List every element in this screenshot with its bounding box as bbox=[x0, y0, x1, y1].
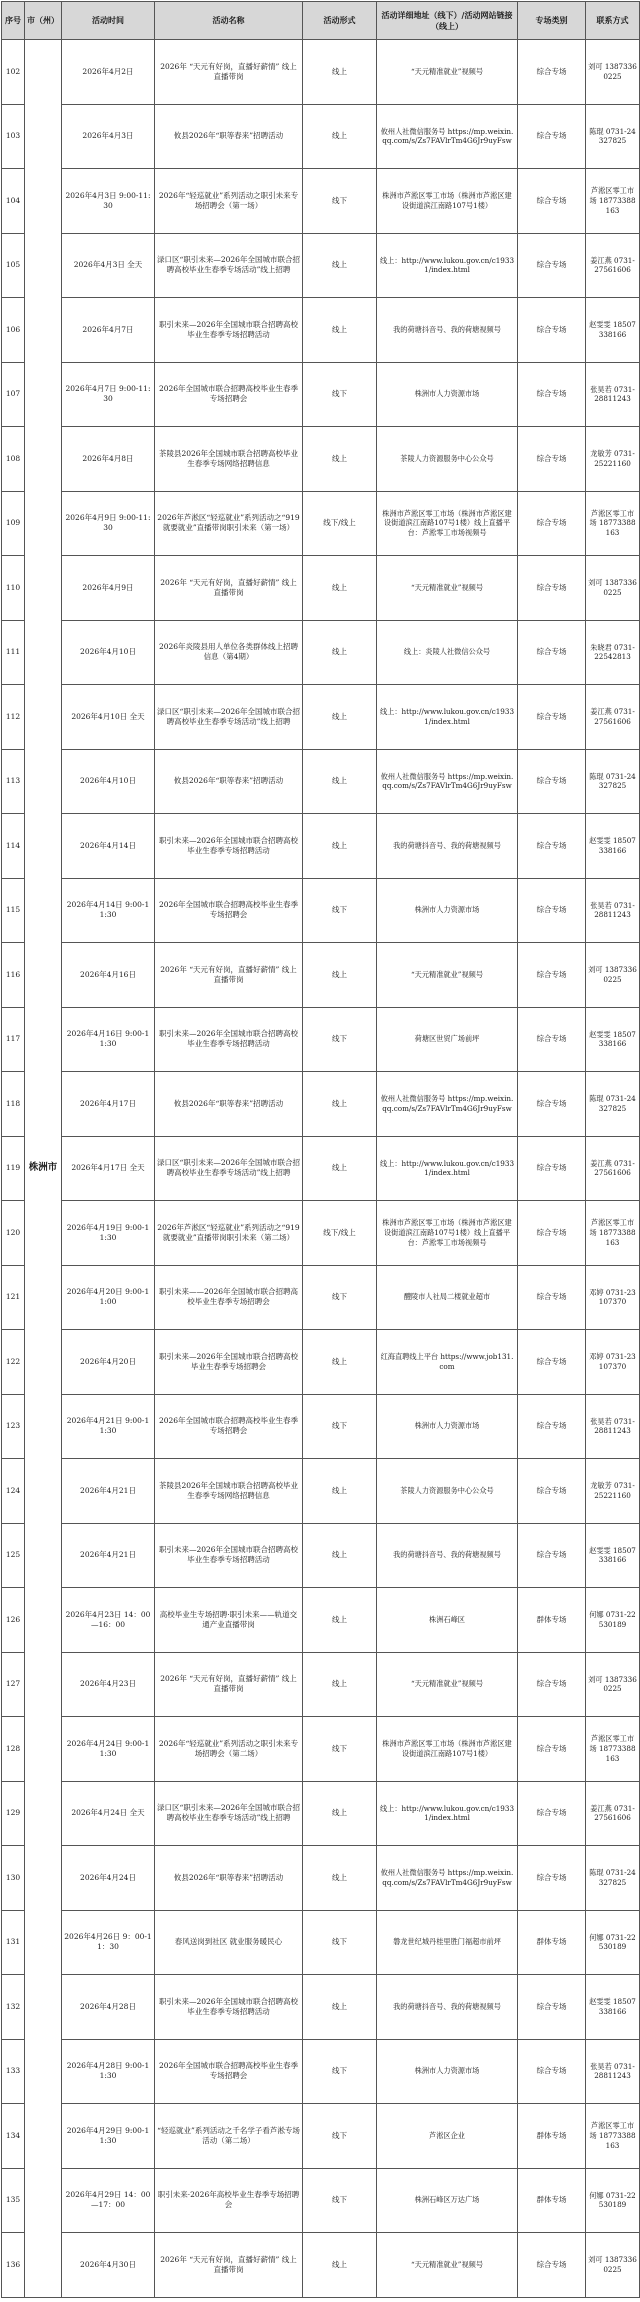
cell-activity-name: 2026年 “天元有好岗，直播好薪情” 线上直播带岗 bbox=[155, 943, 303, 1008]
cell-address: 株洲市人力资源市场 bbox=[377, 878, 518, 943]
table-row bbox=[2, 1975, 640, 2040]
cell-no: 103 bbox=[2, 104, 25, 169]
cell-address: 红海直聘线上平台 https://www.job131.com bbox=[377, 1330, 518, 1395]
cell-category: 综合专场 bbox=[518, 1459, 586, 1524]
event-table bbox=[1, 1, 640, 2298]
cell-no: 127 bbox=[2, 1652, 25, 1717]
header-time: 活动时间 bbox=[62, 2, 155, 40]
cell-category: 综合专场 bbox=[518, 1781, 586, 1846]
cell-contact: 赵雯雯 18507338166 bbox=[586, 1007, 640, 1072]
header-no: 序号 bbox=[2, 2, 25, 40]
cell-time: 2026年4月24日 全天 bbox=[62, 1781, 155, 1846]
cell-contact: 陈琨 0731-24327825 bbox=[586, 1072, 640, 1137]
cell-contact: 张昊若 0731-28811243 bbox=[586, 878, 640, 943]
cell-time: 2026年4月10日 bbox=[62, 749, 155, 814]
cell-time: 2026年4月16日 bbox=[62, 943, 155, 1008]
cell-form: 线上 bbox=[303, 685, 377, 750]
cell-form: 线上 bbox=[303, 749, 377, 814]
cell-time: 2026年4月26日 9：00-11：30 bbox=[62, 1910, 155, 1975]
cell-form: 线上 bbox=[303, 1523, 377, 1588]
cell-activity-name: 渌口区“职引未来—2026年全国城市联合招聘高校毕业生春季专场活动”线上招聘 bbox=[155, 1781, 303, 1846]
cell-activity-name: 2026年 “天元有好岗，直播好薪情” 线上直播带岗 bbox=[155, 1652, 303, 1717]
cell-activity-name: 2026年全国城市联合招聘高校毕业生春季专场招聘会 bbox=[155, 878, 303, 943]
cell-address: 我的荷塘抖音号、我的荷塘视频号 bbox=[377, 1975, 518, 2040]
cell-activity-name: 职引未来—2026年全国城市联合招聘高校毕业生春季专场招聘活动 bbox=[155, 1007, 303, 1072]
table-row bbox=[2, 1201, 640, 1266]
cell-address: 株洲市人力资源市场 bbox=[377, 2039, 518, 2104]
cell-no: 135 bbox=[2, 2168, 25, 2233]
cell-category: 综合专场 bbox=[518, 1652, 586, 1717]
cell-time: 2026年4月9日 9:00-11:30 bbox=[62, 491, 155, 556]
cell-activity-name: 职引未来—2026年全国城市联合招聘高校毕业生春季专场招聘活动 bbox=[155, 1523, 303, 1588]
cell-form: 线上 bbox=[303, 1588, 377, 1653]
cell-activity-name: 2026年全国城市联合招聘高校毕业生春季专场招聘会 bbox=[155, 362, 303, 427]
cell-category: 群体专场 bbox=[518, 1910, 586, 1975]
cell-contact: 张昊若 0731-28811243 bbox=[586, 362, 640, 427]
cell-category: 综合专场 bbox=[518, 2039, 586, 2104]
table-row bbox=[2, 298, 640, 363]
cell-contact: 芦淞区零工市场 18773388163 bbox=[586, 1201, 640, 1266]
cell-form: 线上 bbox=[303, 1459, 377, 1524]
table-row bbox=[2, 233, 640, 298]
cell-address: 株洲市芦淞区零工市场（株洲市芦淞区建设街道滨江南路107号1楼） bbox=[377, 1717, 518, 1782]
cell-no: 105 bbox=[2, 233, 25, 298]
table-header-row bbox=[2, 2, 640, 40]
cell-time: 2026年4月14日 9:00-11:30 bbox=[62, 878, 155, 943]
cell-contact: 陈琨 0731-24327825 bbox=[586, 1846, 640, 1911]
header-city: 市（州） bbox=[25, 2, 62, 40]
cell-category: 综合专场 bbox=[518, 943, 586, 1008]
cell-form: 线下 bbox=[303, 169, 377, 234]
cell-time: 2026年4月10日 全天 bbox=[62, 685, 155, 750]
cell-activity-name: 攸县2026年“职等春来”招聘活动 bbox=[155, 749, 303, 814]
cell-form: 线上 bbox=[303, 2233, 377, 2298]
table-row bbox=[2, 1588, 640, 1653]
cell-activity-name: 2026年芦淞区“轻巡就业”系列活动之“919就要就业”直播带岗职引未来（第一场） bbox=[155, 491, 303, 556]
cell-no: 104 bbox=[2, 169, 25, 234]
cell-contact: 张昊若 0731-28811243 bbox=[586, 2039, 640, 2104]
table-row bbox=[2, 1523, 640, 1588]
table-row bbox=[2, 2233, 640, 2298]
cell-form: 线下/线上 bbox=[303, 491, 377, 556]
cell-contact: 张昊若 0731-28811243 bbox=[586, 1394, 640, 1459]
cell-time: 2026年4月23日 bbox=[62, 1652, 155, 1717]
table-row bbox=[2, 2104, 640, 2169]
cell-form: 线上 bbox=[303, 104, 377, 169]
cell-category: 综合专场 bbox=[518, 1007, 586, 1072]
cell-time: 2026年4月20日 bbox=[62, 1330, 155, 1395]
cell-category: 综合专场 bbox=[518, 427, 586, 492]
cell-form: 线下/线上 bbox=[303, 1201, 377, 1266]
cell-form: 线上 bbox=[303, 298, 377, 363]
cell-form: 线上 bbox=[303, 40, 377, 105]
cell-time: 2026年4月7日 9:00-11:30 bbox=[62, 362, 155, 427]
cell-category: 综合专场 bbox=[518, 491, 586, 556]
cell-category: 综合专场 bbox=[518, 1717, 586, 1782]
cell-time: 2026年4月21日 bbox=[62, 1523, 155, 1588]
table-row bbox=[2, 1394, 640, 1459]
cell-no: 123 bbox=[2, 1394, 25, 1459]
cell-contact: 何娜 0731-22530189 bbox=[586, 2168, 640, 2233]
cell-activity-name: 职引未来—2026年全国城市联合招聘高校毕业生春季专场招聘活动 bbox=[155, 1975, 303, 2040]
cell-time: 2026年4月21日 bbox=[62, 1459, 155, 1524]
cell-category: 综合专场 bbox=[518, 685, 586, 750]
cell-contact: 赵雯雯 18507338166 bbox=[586, 814, 640, 879]
cell-form: 线下 bbox=[303, 878, 377, 943]
cell-activity-name: 渌口区“职引未来—2026年全国城市联合招聘高校毕业生春季专场活动”线上招聘 bbox=[155, 1136, 303, 1201]
cell-no: 102 bbox=[2, 40, 25, 105]
table-row bbox=[2, 1910, 640, 1975]
cell-form: 线上 bbox=[303, 814, 377, 879]
cell-category: 综合专场 bbox=[518, 1265, 586, 1330]
cell-no: 125 bbox=[2, 1523, 25, 1588]
table-row bbox=[2, 1459, 640, 1524]
cell-address: 株洲市芦淞区零工市场（株洲市芦淞区建设街道滨江南路107号1楼）线上直播平台：芦淞零工市场视频号 bbox=[377, 491, 518, 556]
cell-contact: 姜江燕 0731-27561606 bbox=[586, 233, 640, 298]
cell-contact: 何娜 0731-22530189 bbox=[586, 1588, 640, 1653]
cell-time: 2026年4月3日 bbox=[62, 104, 155, 169]
cell-time: 2026年4月29日 14：00—17：00 bbox=[62, 2168, 155, 2233]
cell-form: 线下 bbox=[303, 1007, 377, 1072]
cell-no: 110 bbox=[2, 556, 25, 621]
cell-address: 株洲市人力资源市场 bbox=[377, 362, 518, 427]
cell-no: 107 bbox=[2, 362, 25, 427]
cell-contact: 刘可 13873360225 bbox=[586, 556, 640, 621]
cell-time: 2026年4月16日 9:00-11:30 bbox=[62, 1007, 155, 1072]
cell-address: “天元精准就业”视频号 bbox=[377, 1652, 518, 1717]
cell-contact: 何娜 0731-22530189 bbox=[586, 1910, 640, 1975]
table-row bbox=[2, 1652, 640, 1717]
table-row bbox=[2, 1330, 640, 1395]
cell-activity-name: 茶陵县2026年全国城市联合招聘高校毕业生春季专场网络招聘信息 bbox=[155, 427, 303, 492]
table-row bbox=[2, 1846, 640, 1911]
cell-contact: 芦淞区零工市场 18773388163 bbox=[586, 1717, 640, 1782]
table-row bbox=[2, 1072, 640, 1137]
cell-contact: 姜江燕 0731-27561606 bbox=[586, 1781, 640, 1846]
cell-activity-name: 职引未来—2026年全国城市联合招聘高校毕业生春季专场招聘活动 bbox=[155, 298, 303, 363]
cell-category: 综合专场 bbox=[518, 1136, 586, 1201]
cell-form: 线上 bbox=[303, 556, 377, 621]
cell-time: 2026年4月2日 bbox=[62, 40, 155, 105]
cell-address: 线上：http://www.lukou.gov.cn/c19331/index.html bbox=[377, 233, 518, 298]
cell-activity-name: 2026年 “天元有好岗，直播好薪情” 线上直播带岗 bbox=[155, 2233, 303, 2298]
cell-form: 线上 bbox=[303, 1781, 377, 1846]
table-row bbox=[2, 1007, 640, 1072]
cell-address: 株洲石峰区 bbox=[377, 1588, 518, 1653]
cell-address: 株洲市芦淞区零工市场（株洲市芦淞区建设街道滨江南路107号1楼） bbox=[377, 169, 518, 234]
cell-contact: 芦淞区零工市场 18773388163 bbox=[586, 2104, 640, 2169]
cell-category: 综合专场 bbox=[518, 1330, 586, 1395]
cell-time: 2026年4月14日 bbox=[62, 814, 155, 879]
cell-form: 线下 bbox=[303, 1265, 377, 1330]
cell-no: 117 bbox=[2, 1007, 25, 1072]
cell-no: 124 bbox=[2, 1459, 25, 1524]
cell-address: 茶陵人力资源服务中心公众号 bbox=[377, 1459, 518, 1524]
cell-time: 2026年4月17日 bbox=[62, 1072, 155, 1137]
cell-category: 综合专场 bbox=[518, 169, 586, 234]
cell-activity-name: 攸县2026年“职等春来”招聘活动 bbox=[155, 104, 303, 169]
header-name: 活动名称 bbox=[155, 2, 303, 40]
table-row bbox=[2, 491, 640, 556]
cell-no: 118 bbox=[2, 1072, 25, 1137]
cell-form: 线下 bbox=[303, 2104, 377, 2169]
table-row bbox=[2, 1265, 640, 1330]
cell-address: “天元精准就业”视频号 bbox=[377, 40, 518, 105]
cell-address: 攸州人社微信服务号 https://mp.weixin.qq.com/s/Zs7FAVlrTm4G6Jr9uyFsw bbox=[377, 749, 518, 814]
cell-no: 109 bbox=[2, 491, 25, 556]
cell-address: 攸州人社微信服务号 https://mp.weixin.qq.com/s/Zs7FAVlrTm4G6Jr9uyFsw bbox=[377, 1846, 518, 1911]
cell-form: 线下 bbox=[303, 1394, 377, 1459]
table-row bbox=[2, 427, 640, 492]
cell-activity-name: 渌口区“职引未来—2026年全国城市联合招聘高校毕业生春季专场活动”线上招聘 bbox=[155, 685, 303, 750]
header-form: 活动形式 bbox=[303, 2, 377, 40]
cell-address: 株洲市芦淞区零工市场（株洲市芦淞区建设街道滨江南路107号1楼）线上直播平台：芦淞零工市场视频号 bbox=[377, 1201, 518, 1266]
cell-category: 综合专场 bbox=[518, 1846, 586, 1911]
cell-activity-name: 春风送岗到社区 就业服务暖民心 bbox=[155, 1910, 303, 1975]
cell-time: 2026年4月30日 bbox=[62, 2233, 155, 2298]
cell-form: 线上 bbox=[303, 427, 377, 492]
cell-address: 我的荷塘抖音号、我的荷塘视频号 bbox=[377, 298, 518, 363]
cell-activity-name: 职引未来—2026年全国城市联合招聘高校毕业生春季专场招聘会 bbox=[155, 1330, 303, 1395]
cell-activity-name: 职引未来——2026年全国城市联合招聘高校毕业生春季专场招聘会 bbox=[155, 1265, 303, 1330]
cell-contact: 芦淞区零工市场 18773388163 bbox=[586, 491, 640, 556]
cell-activity-name: 2026年全国城市联合招聘高校毕业生春季专场招聘会 bbox=[155, 1394, 303, 1459]
cell-category: 综合专场 bbox=[518, 233, 586, 298]
cell-activity-name: 渌口区“职引未来—2026年全国城市联合招聘高校毕业生春季专场活动”线上招聘 bbox=[155, 233, 303, 298]
cell-address: 攸州人社微信服务号 https://mp.weixin.qq.com/s/Zs7FAVlrTm4G6Jr9uyFsw bbox=[377, 104, 518, 169]
cell-no: 126 bbox=[2, 1588, 25, 1653]
cell-time: 2026年4月21日 9:00-11:30 bbox=[62, 1394, 155, 1459]
cell-activity-name: 2026年炎陵县用人单位各类群体线上招聘信息（第4期） bbox=[155, 620, 303, 685]
cell-no: 108 bbox=[2, 427, 25, 492]
cell-form: 线上 bbox=[303, 1652, 377, 1717]
cell-activity-name: 2026年“轻巡就业”系列活动之职引未来专场招聘会（第二场） bbox=[155, 1717, 303, 1782]
table-row bbox=[2, 1136, 640, 1201]
cell-category: 综合专场 bbox=[518, 1201, 586, 1266]
cell-address: 荷塘区世贸广场前坪 bbox=[377, 1007, 518, 1072]
cell-category: 综合专场 bbox=[518, 556, 586, 621]
cell-time: 2026年4月10日 bbox=[62, 620, 155, 685]
cell-address: 线上：http://www.lukou.gov.cn/c19331/index.html bbox=[377, 1781, 518, 1846]
cell-no: 114 bbox=[2, 814, 25, 879]
cell-category: 群体专场 bbox=[518, 1588, 586, 1653]
cell-form: 线上 bbox=[303, 1846, 377, 1911]
cell-category: 综合专场 bbox=[518, 1072, 586, 1137]
cell-address: 线上：http://www.lukou.gov.cn/c19331/index.html bbox=[377, 1136, 518, 1201]
cell-category: 综合专场 bbox=[518, 104, 586, 169]
table-row bbox=[2, 169, 640, 234]
cell-no: 116 bbox=[2, 943, 25, 1008]
cell-category: 综合专场 bbox=[518, 1394, 586, 1459]
cell-no: 131 bbox=[2, 1910, 25, 1975]
cell-time: 2026年4月3日 全天 bbox=[62, 233, 155, 298]
cell-activity-name: 高校毕业生专场招聘·职引未来——轨道交通产业直播带岗 bbox=[155, 1588, 303, 1653]
cell-time: 2026年4月19日 9:00-11:30 bbox=[62, 1201, 155, 1266]
cell-contact: 陈琨 0731-24327825 bbox=[586, 749, 640, 814]
cell-contact: 芦淞区零工市场 18773388163 bbox=[586, 169, 640, 234]
cell-address: 我的荷塘抖音号、我的荷塘视频号 bbox=[377, 814, 518, 879]
cell-contact: 姜江燕 0731-27561606 bbox=[586, 1136, 640, 1201]
cell-no: 128 bbox=[2, 1717, 25, 1782]
cell-address: 株洲石峰区万达广场 bbox=[377, 2168, 518, 2233]
cell-contact: 刘可 13873360225 bbox=[586, 2233, 640, 2298]
cell-category: 综合专场 bbox=[518, 620, 586, 685]
cell-no: 134 bbox=[2, 2104, 25, 2169]
cell-address: “天元精准就业”视频号 bbox=[377, 556, 518, 621]
table-row bbox=[2, 620, 640, 685]
header-address: 活动详细地址（线下）/活动网站链接（线上） bbox=[377, 2, 518, 40]
table-row bbox=[2, 2039, 640, 2104]
cell-time: 2026年4月29日 9:00-11:30 bbox=[62, 2104, 155, 2169]
cell-category: 综合专场 bbox=[518, 878, 586, 943]
cell-category: 综合专场 bbox=[518, 1523, 586, 1588]
cell-form: 线下 bbox=[303, 2168, 377, 2233]
table-row bbox=[2, 685, 640, 750]
table-row bbox=[2, 814, 640, 879]
cell-form: 线下 bbox=[303, 2039, 377, 2104]
cell-time: 2026年4月9日 bbox=[62, 556, 155, 621]
cell-address: 攸州人社微信服务号 https://mp.weixin.qq.com/s/Zs7FAVlrTm4G6Jr9uyFsw bbox=[377, 1072, 518, 1137]
table-row bbox=[2, 1781, 640, 1846]
cell-contact: 赵雯雯 18507338166 bbox=[586, 298, 640, 363]
cell-no: 121 bbox=[2, 1265, 25, 1330]
cell-category: 综合专场 bbox=[518, 2233, 586, 2298]
cell-contact: 姜江燕 0731-27561606 bbox=[586, 685, 640, 750]
cell-address: 我的荷塘抖音号、我的荷塘视频号 bbox=[377, 1523, 518, 1588]
cell-time: 2026年4月24日 9:00-11:30 bbox=[62, 1717, 155, 1782]
cell-activity-name: 2026年 “天元有好岗，直播好薪情” 线上直播带岗 bbox=[155, 40, 303, 105]
cell-time: 2026年4月17日 全天 bbox=[62, 1136, 155, 1201]
cell-no: 122 bbox=[2, 1330, 25, 1395]
cell-no: 132 bbox=[2, 1975, 25, 2040]
cell-time: 2026年4月3日 9:00-11:30 bbox=[62, 169, 155, 234]
cell-category: 综合专场 bbox=[518, 298, 586, 363]
cell-time: 2026年4月23日 14：00—16：00 bbox=[62, 1588, 155, 1653]
table-row bbox=[2, 2168, 640, 2233]
table-row bbox=[2, 1717, 640, 1782]
cell-contact: 刘可 13873360225 bbox=[586, 943, 640, 1008]
table-row bbox=[2, 362, 640, 427]
cell-no: 129 bbox=[2, 1781, 25, 1846]
cell-form: 线上 bbox=[303, 620, 377, 685]
cell-form: 线下 bbox=[303, 1910, 377, 1975]
cell-activity-name: 攸县2026年“职等春来”招聘活动 bbox=[155, 1072, 303, 1137]
header-contact: 联系方式 bbox=[586, 2, 640, 40]
header-category: 专场类别 bbox=[518, 2, 586, 40]
table-row bbox=[2, 943, 640, 1008]
cell-category: 群体专场 bbox=[518, 2104, 586, 2169]
cell-address: “天元精准就业”视频号 bbox=[377, 943, 518, 1008]
cell-activity-name: 攸县2026年“职等春来”招聘活动 bbox=[155, 1846, 303, 1911]
cell-no: 111 bbox=[2, 620, 25, 685]
table-row bbox=[2, 104, 640, 169]
cell-form: 线上 bbox=[303, 1072, 377, 1137]
table-row bbox=[2, 556, 640, 621]
cell-no: 115 bbox=[2, 878, 25, 943]
cell-activity-name: 职引未来—2026年全国城市联合招聘高校毕业生春季专场招聘活动 bbox=[155, 814, 303, 879]
cell-contact: 龙敏芳 0731-25221160 bbox=[586, 1459, 640, 1524]
cell-activity-name: 职引未来·2026年高校毕业生春季专场招聘会 bbox=[155, 2168, 303, 2233]
cell-no: 133 bbox=[2, 2039, 25, 2104]
cell-address: “天元精准就业”视频号 bbox=[377, 2233, 518, 2298]
cell-address: 芦淞区企业 bbox=[377, 2104, 518, 2169]
cell-category: 综合专场 bbox=[518, 40, 586, 105]
cell-form: 线上 bbox=[303, 1975, 377, 2040]
cell-no: 130 bbox=[2, 1846, 25, 1911]
cell-time: 2026年4月8日 bbox=[62, 427, 155, 492]
table-row bbox=[2, 878, 640, 943]
cell-no: 120 bbox=[2, 1201, 25, 1266]
cell-contact: 赵雯雯 18507338166 bbox=[586, 1523, 640, 1588]
cell-form: 线上 bbox=[303, 233, 377, 298]
table-row bbox=[2, 749, 640, 814]
cell-time: 2026年4月20日 9:00-11:00 bbox=[62, 1265, 155, 1330]
cell-form: 线下 bbox=[303, 1717, 377, 1782]
cell-activity-name: 2026年 “天元有好岗，直播好薪情” 线上直播带岗 bbox=[155, 556, 303, 621]
cell-time: 2026年4月28日 bbox=[62, 1975, 155, 2040]
cell-activity-name: 2026年芦淞区“轻巡就业”系列活动之“919就要就业”直播带岗职引未来（第二场） bbox=[155, 1201, 303, 1266]
cell-contact: 邓婷 0731-23107370 bbox=[586, 1330, 640, 1395]
cell-category: 群体专场 bbox=[518, 2168, 586, 2233]
cell-contact: 刘可 13873360225 bbox=[586, 1652, 640, 1717]
cell-no: 112 bbox=[2, 685, 25, 750]
cell-category: 综合专场 bbox=[518, 362, 586, 427]
cell-contact: 刘可 13873360225 bbox=[586, 40, 640, 105]
cell-address: 茶陵人力资源服务中心公众号 bbox=[377, 427, 518, 492]
cell-address: 线上：http://www.lukou.gov.cn/c19331/index.html bbox=[377, 685, 518, 750]
cell-form: 线下 bbox=[303, 362, 377, 427]
cell-address: 株洲市人力资源市场 bbox=[377, 1394, 518, 1459]
cell-form: 线上 bbox=[303, 1330, 377, 1395]
cell-category: 综合专场 bbox=[518, 814, 586, 879]
cell-form: 线上 bbox=[303, 1136, 377, 1201]
cell-category: 综合专场 bbox=[518, 749, 586, 814]
cell-time: 2026年4月24日 bbox=[62, 1846, 155, 1911]
cell-contact: 龙敏芳 0731-25221160 bbox=[586, 427, 640, 492]
cell-no: 106 bbox=[2, 298, 25, 363]
cell-contact: 赵雯雯 18507338166 bbox=[586, 1975, 640, 2040]
cell-contact: 陈琨 0731-24327825 bbox=[586, 104, 640, 169]
cell-activity-name: 2026年“轻巡就业”系列活动之职引未来专场招聘会（第一场） bbox=[155, 169, 303, 234]
cell-address: 线上：炎陵人社微信公众号 bbox=[377, 620, 518, 685]
cell-form: 线上 bbox=[303, 943, 377, 1008]
cell-address: 醴陵市人社局二楼就业超市 bbox=[377, 1265, 518, 1330]
cell-time: 2026年4月7日 bbox=[62, 298, 155, 363]
table-row bbox=[2, 40, 640, 105]
cell-time: 2026年4月28日 9:00-11:30 bbox=[62, 2039, 155, 2104]
cell-category: 综合专场 bbox=[518, 1975, 586, 2040]
cell-activity-name: 2026年全国城市联合招聘高校毕业生春季专场招聘会 bbox=[155, 2039, 303, 2104]
cell-no: 113 bbox=[2, 749, 25, 814]
cell-contact: 邓婷 0731-23107370 bbox=[586, 1265, 640, 1330]
cell-no: 119 bbox=[2, 1136, 25, 1201]
cell-no: 136 bbox=[2, 2233, 25, 2298]
cell-city: 株洲市 bbox=[25, 40, 62, 2298]
cell-activity-name: “轻巡就业”系列活动之千名学子看芦淞专场活动（第二场） bbox=[155, 2104, 303, 2169]
cell-contact: 朱晓君 0731-22542813 bbox=[586, 620, 640, 685]
cell-address: 磐龙世纪城丹桂里胜门福超市前坪 bbox=[377, 1910, 518, 1975]
cell-activity-name: 茶陵县2026年全国城市联合招聘高校毕业生春季专场网络招聘信息 bbox=[155, 1459, 303, 1524]
